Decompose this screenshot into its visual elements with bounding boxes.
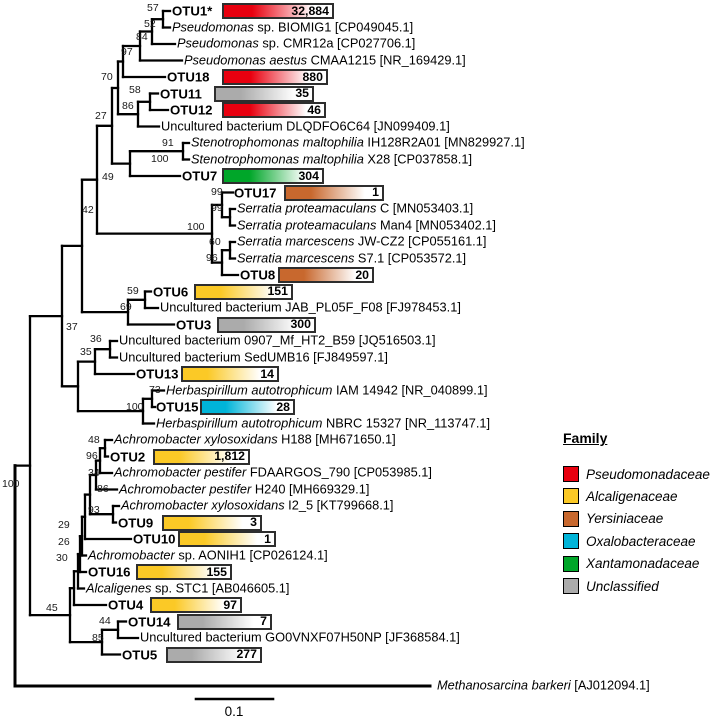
abundance-bar <box>178 531 276 547</box>
taxon-name-italic: Achromobacter xylosoxidans <box>114 431 278 447</box>
taxon-name-regular: sp. STC1 [AB046605.1] <box>151 580 290 596</box>
taxon-name-italic: Achromobacter pestifer <box>114 464 247 480</box>
abundance-value: 35 <box>295 86 309 101</box>
abundance-value: 155 <box>206 564 227 579</box>
taxon-label <box>88 549 328 562</box>
legend-label: Unclassified <box>586 578 659 594</box>
bootstrap-value: 57 <box>147 1 159 14</box>
taxon-name-regular: H240 [MH669329.1] <box>251 481 370 497</box>
abundance-value: 32,884 <box>291 3 329 18</box>
taxon-name-italic: Herbaspirillum autotrophicum <box>166 382 333 398</box>
taxon-name-regular: H188 [MH671650.1] <box>277 431 396 447</box>
bootstrap-value: 99 <box>211 201 223 214</box>
taxon-label <box>237 219 496 232</box>
abundance-bar <box>222 102 326 118</box>
taxon-label <box>119 351 388 364</box>
legend-title: Family <box>563 430 608 446</box>
abundance-value: 14 <box>260 366 274 381</box>
taxon-name-italic: Herbaspirillum autotrophicum <box>156 415 323 431</box>
legend-swatch <box>563 511 579 527</box>
taxon-name-italic: Achromobacter <box>88 547 175 563</box>
scale-bar-label: 0.1 <box>224 704 244 719</box>
taxon-label <box>140 629 460 645</box>
abundance-bar <box>222 168 324 184</box>
taxon-name-regular: Uncultured bacterium JAB_PL05F_F08 [FJ978453.1] <box>160 299 461 315</box>
bootstrap-value: 27 <box>95 109 107 122</box>
bootstrap-value: 69 <box>120 300 132 313</box>
abundance-value: 1 <box>372 185 379 200</box>
taxon-name-italic: Stenotrophomonas maltophilia <box>191 134 364 150</box>
abundance-value: 151 <box>267 284 288 299</box>
bootstrap-value: 52 <box>144 17 156 30</box>
abundance-bar <box>278 267 374 283</box>
bootstrap-value: 49 <box>102 170 114 183</box>
otu-label: OTU9 <box>118 514 154 530</box>
abundance-value: 277 <box>236 647 257 662</box>
legend-label: Oxalobacteraceae <box>586 533 696 549</box>
legend-label: Pseudomonadaceae <box>586 466 710 482</box>
taxon-name-regular: FDAARGOS_790 [CP053985.1] <box>246 464 432 480</box>
taxon-name-regular: I2_5 [KT799668.1] <box>284 497 394 513</box>
legend-label: Xantamonadaceae <box>586 556 700 572</box>
otu-label: OTU4 <box>108 597 144 613</box>
bootstrap-value: 42 <box>82 203 94 216</box>
legend-swatch <box>563 488 579 504</box>
abundance-bar <box>162 515 262 531</box>
taxon-name-regular: Uncultured bacterium GO0VNXF07H50NP [JF368584.1] <box>140 629 460 645</box>
bootstrap-value: 26 <box>58 535 70 548</box>
taxon-name-regular: IH128R2A01 [MN829927.1] <box>363 134 525 150</box>
taxon-name-italic: Stenotrophomonas maltophilia <box>191 151 364 167</box>
bootstrap-value: 37 <box>66 320 78 333</box>
bootstrap-value: 100 <box>151 152 169 165</box>
otu-label: OTU15 <box>156 399 199 415</box>
taxon-label <box>191 153 472 166</box>
taxon-name-italic: Serratia proteamaculans <box>237 217 377 233</box>
taxon-label <box>437 677 650 693</box>
taxon-name-regular: Uncultured bacterium DLQDFO6C64 [JN099409.1] <box>161 118 450 134</box>
abundance-value: 46 <box>307 102 321 117</box>
bootstrap-value: 35 <box>80 345 92 358</box>
otu-label: OTU17 <box>234 184 277 200</box>
taxon-label <box>156 417 490 430</box>
otu-label: OTU1* <box>172 3 213 19</box>
taxon-label <box>161 120 450 133</box>
taxon-name-regular: sp. AONIH1 [CP026124.1] <box>174 547 328 563</box>
bootstrap-value: 96 <box>86 449 98 462</box>
bootstrap-value: 30 <box>56 551 68 564</box>
taxon-label <box>237 233 487 249</box>
bootstrap-value: 36 <box>90 332 102 345</box>
taxon-name-italic: Serratia marcescens <box>237 233 355 249</box>
taxon-name-regular: NBRC 15327 [NR_113747.1] <box>322 415 491 431</box>
bootstrap-value: 86 <box>97 482 109 495</box>
abundance-bar <box>214 86 314 102</box>
abundance-value: 20 <box>355 267 369 282</box>
taxon-name-italic: Methanosarcina barkeri <box>437 677 571 693</box>
otu-label: OTU10 <box>133 531 176 547</box>
bootstrap-value: 45 <box>46 601 58 614</box>
bootstrap-value: 73 <box>149 383 161 396</box>
bootstrap-value: 99 <box>211 185 223 198</box>
bootstrap-value: 29 <box>58 518 70 531</box>
family-legend <box>563 430 710 594</box>
taxon-name-regular: IAM 14942 [NR_040899.1] <box>332 382 488 398</box>
abundance-bar <box>222 3 334 19</box>
taxon-name-italic: Achromobacter xylosoxidans <box>121 497 285 513</box>
abundance-value: 7 <box>260 614 267 629</box>
taxon-label <box>121 497 394 513</box>
otu-label: OTU16 <box>88 564 131 580</box>
taxon-name-italic: Alcaligenes <box>86 580 152 596</box>
legend-swatch <box>563 556 579 572</box>
taxon-label <box>191 134 525 150</box>
abundance-bar <box>136 564 232 580</box>
bootstrap-value: 85 <box>92 631 104 644</box>
abundance-bar <box>166 647 262 663</box>
otu-label: OTU3 <box>176 316 212 332</box>
taxon-name-regular: JW-CZ2 [CP055161.1] <box>354 233 487 249</box>
taxon-label <box>184 54 466 67</box>
taxon-name-italic: Pseudomonas aestus <box>184 52 308 68</box>
taxon-name-regular: [AJ012094.1] <box>570 677 650 693</box>
taxon-name-italic: Achromobacter pestifer <box>119 481 252 497</box>
otu-label: OTU2 <box>110 448 146 464</box>
bootstrap-value: 60 <box>209 235 221 248</box>
otu-label: OTU8 <box>240 267 276 283</box>
bootstrap-value: 100 <box>2 477 20 490</box>
abundance-bar <box>150 597 242 613</box>
legend-label: Alcaligenaceae <box>586 488 678 504</box>
otu-label: OTU5 <box>122 646 158 662</box>
legend-swatch <box>563 533 579 549</box>
abundance-bar <box>153 449 250 465</box>
bootstrap-value: 34 <box>88 466 100 479</box>
bootstrap-value: 97 <box>121 45 133 58</box>
taxon-label <box>237 200 474 216</box>
legend-swatch <box>563 578 579 594</box>
otu-label: OTU12 <box>170 102 213 118</box>
legend-item <box>563 488 678 504</box>
abundance-value: 97 <box>223 597 237 612</box>
abundance-bar <box>200 399 295 415</box>
taxon-name-regular: sp. BIOMIG1 [CP049045.1] <box>253 19 414 35</box>
abundance-bar <box>217 317 316 333</box>
bootstrap-value: 44 <box>99 614 111 627</box>
otu-label: OTU13 <box>136 366 179 382</box>
legend-item <box>563 466 710 482</box>
bootstrap-value: 70 <box>101 70 113 83</box>
otu-label: OTU11 <box>160 85 202 101</box>
bootstrap-value: 86 <box>122 99 134 112</box>
taxon-label <box>237 252 466 265</box>
abundance-bar <box>222 69 328 85</box>
otu-label: OTU18 <box>167 69 210 85</box>
taxon-name-italic: Pseudomonas <box>177 35 259 51</box>
taxon-name-regular: C [MN053403.1] <box>376 200 474 216</box>
taxon-label <box>114 431 396 447</box>
legend-item <box>563 533 696 549</box>
abundance-value: 880 <box>302 69 323 84</box>
taxon-name-regular: S7.1 [CP053572.1] <box>354 250 467 266</box>
abundance-value: 1 <box>264 531 271 546</box>
bootstrap-value: 48 <box>88 433 100 446</box>
taxon-label <box>119 483 369 496</box>
abundance-value: 3 <box>250 515 257 530</box>
abundance-value: 304 <box>298 168 319 183</box>
taxon-label <box>166 384 488 397</box>
bootstrap-value: 91 <box>162 136 174 149</box>
taxon-name-italic: Pseudomonas <box>172 19 254 35</box>
bootstrap-value: 100 <box>126 400 144 413</box>
abundance-bar <box>194 284 293 300</box>
otu-label: OTU6 <box>153 283 189 299</box>
abundance-bar <box>284 185 384 201</box>
bootstrap-value: 84 <box>136 30 148 43</box>
taxon-name-regular: sp. CMR12a [CP027706.1] <box>258 35 416 51</box>
bootstrap-value: 93 <box>88 503 100 516</box>
abundance-bar <box>181 366 279 382</box>
legend-label: Yersiniaceae <box>586 511 664 527</box>
taxon-name-italic: Serratia proteamaculans <box>237 200 377 216</box>
otu-label: OTU14 <box>128 613 171 629</box>
taxon-name-regular: X28 [CP037858.1] <box>363 151 473 167</box>
taxon-label <box>114 464 432 480</box>
abundance-value: 300 <box>290 317 311 332</box>
legend-item <box>563 511 663 527</box>
taxon-name-regular: Uncultured bacterium 0907_Mf_HT2_B59 [JQ516503.1] <box>119 332 436 348</box>
otu-label: OTU7 <box>182 168 218 184</box>
taxon-label <box>172 21 413 34</box>
taxon-name-regular: Uncultured bacterium SedUMB16 [FJ849597.1] <box>119 349 388 365</box>
bootstrap-value: 96 <box>206 251 218 264</box>
taxon-label <box>177 35 416 51</box>
bootstrap-value: 59 <box>127 284 139 297</box>
taxon-name-italic: Serratia marcescens <box>237 250 355 266</box>
legend-swatch <box>563 466 579 482</box>
taxon-label <box>86 582 289 595</box>
taxon-label <box>160 299 461 315</box>
legend-item <box>563 556 699 572</box>
taxon-name-regular: CMAA1215 [NR_169429.1] <box>307 52 466 68</box>
abundance-value: 1,812 <box>214 449 245 464</box>
abundance-value: 28 <box>276 399 290 414</box>
bootstrap-value: 58 <box>129 83 141 96</box>
taxon-label <box>119 332 436 348</box>
abundance-bar <box>177 614 272 630</box>
taxon-name-regular: Man4 [MN053402.1] <box>376 217 496 233</box>
bootstrap-value: 100 <box>187 220 205 233</box>
legend-item <box>563 578 659 594</box>
